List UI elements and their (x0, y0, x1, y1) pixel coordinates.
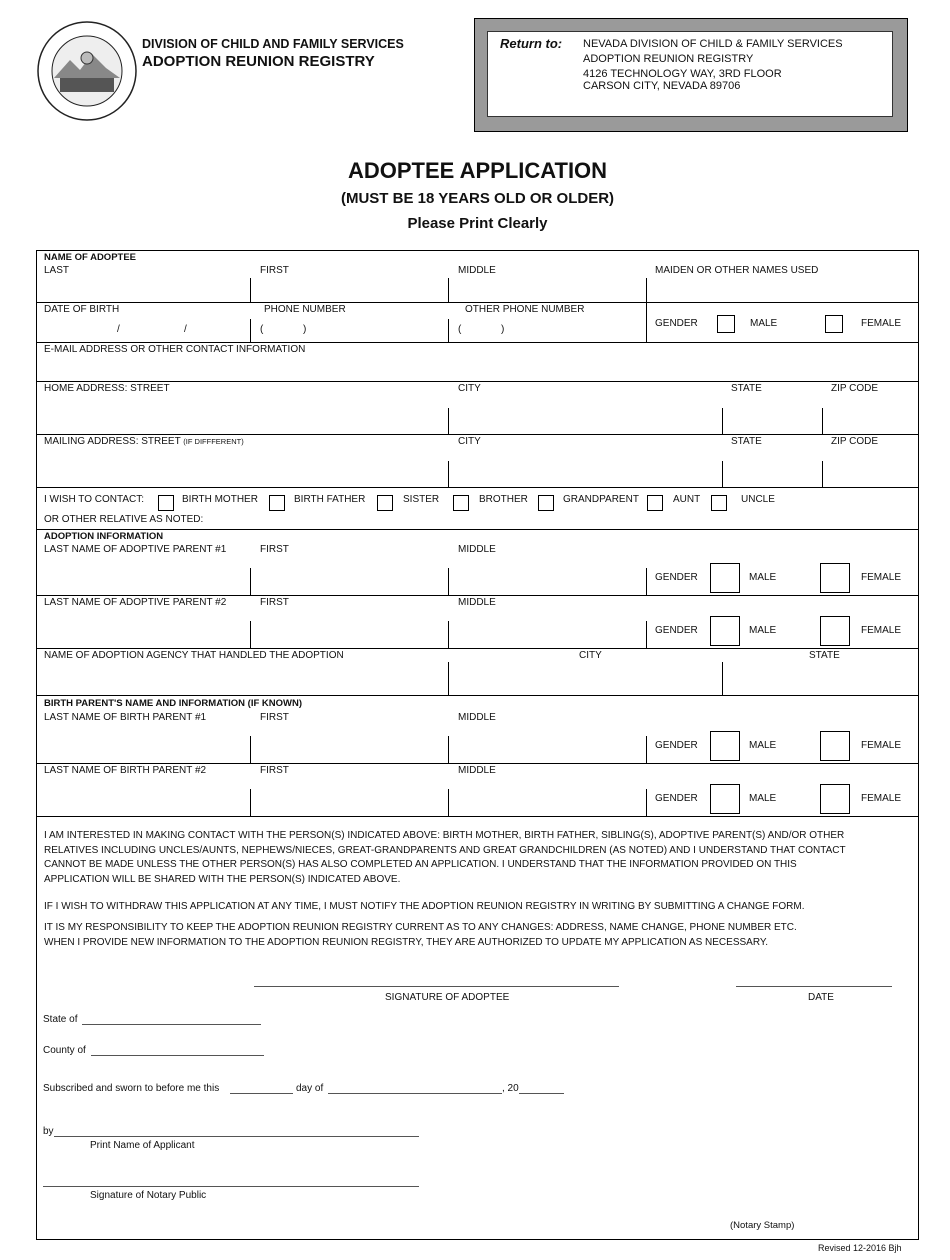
dob-input[interactable] (38, 318, 248, 340)
return-line-3: 4126 TECHNOLOGY WAY, 3RD FLOOR (583, 68, 782, 80)
bp1-male-label: MALE (749, 740, 777, 751)
bp2-middle-label: MIDDLE (458, 765, 496, 776)
contact-grandparent-label: GRANDPARENT (563, 494, 639, 505)
contact-aunt-checkbox[interactable] (647, 495, 663, 511)
contact-brother-label: BROTHER (479, 494, 528, 505)
return-line-2: ADOPTION REUNION REGISTRY (583, 53, 754, 65)
ap1-gender-label: GENDER (655, 572, 698, 583)
ap2-male-checkbox[interactable] (710, 616, 740, 646)
mailing-street-label (44, 436, 244, 448)
female-label: FEMALE (861, 318, 902, 329)
phone-paren-close: ) (303, 324, 307, 335)
bp1-female-label: FEMALE (861, 740, 902, 751)
home-state-input[interactable] (726, 408, 820, 432)
date-label: DATE (808, 992, 834, 1003)
male-label: MALE (750, 318, 778, 329)
notary-signature-label: Signature of Notary Public (90, 1190, 207, 1201)
maiden-label: MAIDEN OR OTHER NAMES USED (655, 265, 819, 276)
by-label: by (43, 1126, 54, 1137)
ap1-female-label: FEMALE (861, 572, 902, 583)
other-relative-input[interactable] (200, 512, 916, 527)
revision-note: Revised 12-2016 Bjh (818, 1243, 902, 1253)
bp2-first-input[interactable] (254, 789, 446, 814)
bp1-gender-label: GENDER (655, 740, 698, 751)
home-state-label: STATE (731, 383, 762, 394)
ap2-female-checkbox[interactable] (820, 616, 850, 646)
state-of-label: State of (43, 1014, 78, 1025)
adoptee-middle-input[interactable] (452, 278, 644, 300)
bp2-male-checkbox[interactable] (710, 784, 740, 814)
ap2-first-label: FIRST (260, 597, 289, 608)
birth-parent-1-label: LAST NAME OF BIRTH PARENT #1 (44, 712, 207, 723)
phone-paren-open: ( (260, 324, 264, 335)
contact-brother-checkbox[interactable] (453, 495, 469, 511)
agency-name-input[interactable] (38, 662, 446, 693)
dob-label: DATE OF BIRTH (44, 304, 120, 315)
mailing-city-label: CITY (458, 436, 481, 447)
form-title: ADOPTEE APPLICATION (347, 158, 608, 183)
mailing-city-input[interactable] (452, 461, 720, 485)
ap1-male-checkbox[interactable] (710, 563, 740, 593)
birth-parent-2-label: LAST NAME OF BIRTH PARENT #2 (44, 765, 207, 776)
year-line[interactable] (519, 1093, 564, 1094)
mailing-state-label: STATE (731, 436, 762, 447)
statement-responsibility: IT IS MY RESPONSIBILITY TO KEEP THE ADOPTION REUNION REGISTRY CURRENT AS TO ANY CHANGES: ADDRESS, NAME CHANGE, PHONE NUMBER ETC. WHEN I PROVIDE NEW INFORMATION TO THE ADOPTION REUNION REGISTRY, THEY ARE AUTHORIZED TO UPDATE MY APPLICATION AS NECESSARY. (44, 922, 797, 948)
dob-separator: / (117, 324, 120, 335)
bp1-last-input[interactable] (38, 736, 248, 761)
first-label: FIRST (260, 265, 289, 276)
contact-birth-father-label: BIRTH FATHER (294, 494, 366, 505)
applicant-name-line[interactable] (54, 1136, 419, 1137)
bp1-middle-label: MIDDLE (458, 712, 496, 723)
adoptee-male-checkbox[interactable] (717, 315, 735, 333)
agency-label: NAME OF ADOPTION AGENCY THAT HANDLED THE ADOPTION (44, 650, 344, 661)
state-of-line[interactable] (82, 1024, 261, 1025)
if-different-note: (IF DIFFFERENT) (183, 437, 244, 446)
ap1-female-checkbox[interactable] (820, 563, 850, 593)
ap2-middle-label: MIDDLE (458, 597, 496, 608)
contact-uncle-checkbox[interactable] (711, 495, 727, 511)
adoptee-last-input[interactable] (38, 278, 248, 300)
name-of-adoptee-heading: NAME OF ADOPTEE (44, 252, 137, 263)
contact-grandparent-checkbox[interactable] (538, 495, 554, 511)
home-city-input[interactable] (452, 408, 720, 432)
dob-separator: / (184, 324, 187, 335)
bp1-female-checkbox[interactable] (820, 731, 850, 761)
state-seal (36, 20, 138, 122)
mailing-street-input[interactable] (38, 461, 446, 485)
return-line-4: CARSON CITY, NEVADA 89706 (583, 80, 741, 92)
notary-signature-line[interactable] (43, 1186, 419, 1187)
print-clearly-note: Please Print Clearly (407, 215, 548, 232)
contact-uncle-label: UNCLE (741, 494, 775, 505)
form-subtitle: (MUST BE 18 YEARS OLD OR OLDER) (340, 190, 615, 207)
ap1-first-input[interactable] (254, 568, 446, 593)
adoptive-parent-1-label: LAST NAME OF ADOPTIVE PARENT #1 (44, 544, 227, 555)
date-line[interactable] (736, 986, 892, 987)
bp2-first-label: FIRST (260, 765, 289, 776)
agency-city-label: CITY (579, 650, 602, 661)
county-of-label: County of (43, 1045, 86, 1056)
agency-name: DIVISION OF CHILD AND FAMILY SERVICES (142, 37, 404, 51)
home-zip-label: ZIP CODE (831, 383, 879, 394)
home-zip-input[interactable] (826, 408, 916, 432)
birth-info-heading: BIRTH PARENT'S NAME AND INFORMATION (IF KNOWN) (44, 698, 303, 709)
phone-input[interactable] (254, 318, 446, 340)
month-line[interactable] (328, 1093, 502, 1094)
wish-contact-label: I WISH TO CONTACT: (44, 494, 145, 505)
ap1-middle-label: MIDDLE (458, 544, 496, 555)
return-to-label: Return to: (500, 36, 563, 51)
bp1-middle-input[interactable] (452, 736, 644, 761)
phone-label: PHONE NUMBER (264, 304, 346, 315)
middle-label: MIDDLE (458, 265, 496, 276)
bp1-first-label: FIRST (260, 712, 289, 723)
adoptee-first-input[interactable] (254, 278, 446, 300)
adoptee-maiden-input[interactable] (650, 278, 916, 300)
other-phone-input[interactable] (452, 318, 644, 340)
contact-aunt-label: AUNT (673, 494, 701, 505)
bp2-female-label: FEMALE (861, 793, 902, 804)
email-input[interactable] (38, 358, 916, 379)
email-label: E-MAIL ADDRESS OR OTHER CONTACT INFORMATION (44, 344, 306, 355)
ap2-female-label: FEMALE (861, 625, 902, 636)
signature-of-adoptee-label: SIGNATURE OF ADOPTEE (385, 992, 510, 1003)
ap2-middle-input[interactable] (452, 621, 644, 646)
mailing-street-text: MAILING ADDRESS: STREET (44, 436, 181, 447)
adoptee-female-checkbox[interactable] (825, 315, 843, 333)
contact-birth-mother-checkbox[interactable] (158, 495, 174, 511)
contact-birth-mother-label: BIRTH MOTHER (182, 494, 258, 505)
print-name-label: Print Name of Applicant (90, 1140, 195, 1151)
county-of-line[interactable] (91, 1055, 264, 1056)
ap2-first-input[interactable] (254, 621, 446, 646)
ap1-male-label: MALE (749, 572, 777, 583)
agency-city-input[interactable] (452, 662, 720, 693)
bp2-gender-label: GENDER (655, 793, 698, 804)
ap1-middle-input[interactable] (452, 568, 644, 593)
adoptee-signature-line[interactable] (254, 986, 619, 987)
bp1-male-checkbox[interactable] (710, 731, 740, 761)
notary-stamp-label: (Notary Stamp) (730, 1220, 795, 1231)
adoption-info-heading: ADOPTION INFORMATION (44, 531, 164, 542)
last-label: LAST (44, 265, 70, 276)
statement-interest: I AM INTERESTED IN MAKING CONTACT WITH THE PERSON(S) INDICATED ABOVE: BIRTH MOTHER, BIRTH FATHER, SIBLING(S), ADOPTIVE PARENT(S) AND/OR OTHER RELATIVES INCLUDING UNCLES/AUNTS, NEPHEWS/NIECES, GREAT-GRANDPARENTS AND GREAT GRANDCHILDREN (AS NOTED) AND I UNDERSTAND THAT CONTACT CANNOT BE MADE UNLESS THE OTHER PERSON(S) HAS ALSO COMPLETED AN APPLICATION. I UNDERSTAND THAT THE INFORMATION PROVIDED ON THIS APPLICATION WILL BE SHARED WITH THE PERSON(S) INDICATED ABOVE. (44, 830, 846, 885)
mailing-zip-label: ZIP CODE (831, 436, 879, 447)
contact-sister-checkbox[interactable] (377, 495, 393, 511)
registry-name: ADOPTION REUNION REGISTRY (142, 53, 375, 70)
other-phone-paren-close: ) (501, 324, 505, 335)
home-city-label: CITY (458, 383, 481, 394)
ap1-last-input[interactable] (38, 568, 248, 593)
bp2-last-input[interactable] (38, 789, 248, 814)
contact-sister-label: SISTER (403, 494, 440, 505)
subscribed-label: Subscribed and sworn to before me this (43, 1083, 220, 1094)
day-line[interactable] (230, 1093, 293, 1094)
mailing-state-input[interactable] (726, 461, 820, 485)
agency-state-label: STATE (809, 650, 840, 661)
ap1-first-label: FIRST (260, 544, 289, 555)
gender-label: GENDER (655, 318, 698, 329)
other-phone-label: OTHER PHONE NUMBER (465, 304, 585, 315)
home-street-label: HOME ADDRESS: STREET (44, 383, 170, 394)
contact-birth-father-checkbox[interactable] (269, 495, 285, 511)
bp2-female-checkbox[interactable] (820, 784, 850, 814)
statement-withdraw: IF I WISH TO WITHDRAW THIS APPLICATION AT ANY TIME, I MUST NOTIFY THE ADOPTION REUNION REGISTRY IN WRITING BY SUBMITTING A CHANGE FORM. (44, 901, 805, 912)
year-prefix: , 20 (502, 1083, 519, 1094)
bp2-middle-input[interactable] (452, 789, 644, 814)
ap2-male-label: MALE (749, 625, 777, 636)
ap2-gender-label: GENDER (655, 625, 698, 636)
day-of-label: day of (296, 1083, 324, 1094)
home-street-input[interactable] (38, 408, 446, 432)
agency-state-input[interactable] (726, 662, 916, 693)
bp1-first-input[interactable] (254, 736, 446, 761)
adoptive-parent-2-label: LAST NAME OF ADOPTIVE PARENT #2 (44, 597, 227, 608)
return-line-1: NEVADA DIVISION OF CHILD & FAMILY SERVICES (583, 38, 843, 50)
bp2-male-label: MALE (749, 793, 777, 804)
other-relative-label: OR OTHER RELATIVE AS NOTED: (44, 514, 204, 525)
ap2-last-input[interactable] (38, 621, 248, 646)
mailing-zip-input[interactable] (826, 461, 916, 485)
other-phone-paren-open: ( (458, 324, 462, 335)
